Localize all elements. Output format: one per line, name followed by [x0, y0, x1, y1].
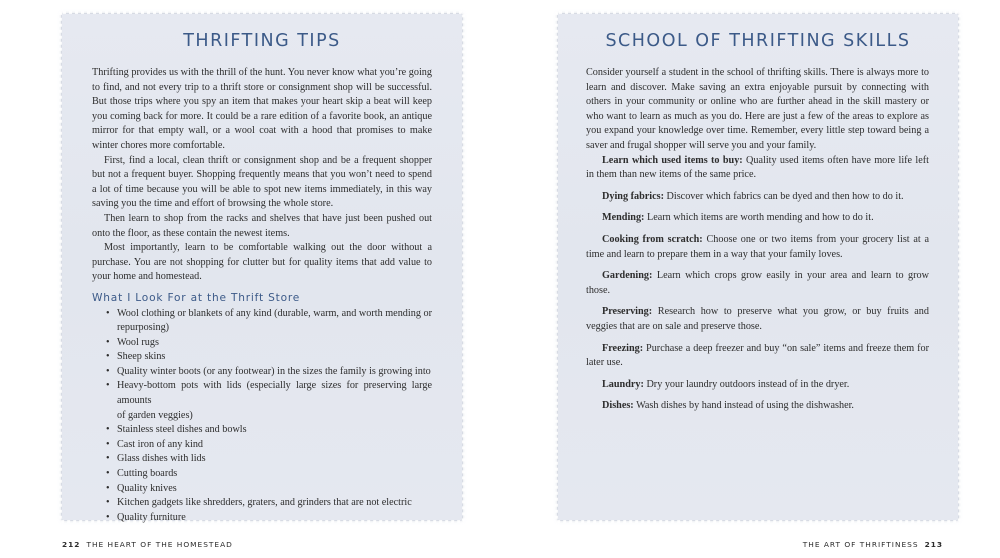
list-item: • Quality knives [106, 482, 432, 497]
list-item: • Kitchen gadgets like shredders, graters, and grinders that are not electric [106, 496, 432, 511]
list-item: • Cast iron of any kind [106, 438, 432, 453]
paragraph: Then learn to shop from the racks and shelves that have just been pushed out onto the floor, as these contain the newest items. [92, 212, 432, 239]
list-item: • Quality furniture [106, 511, 432, 526]
left-body [92, 66, 432, 525]
skill-label: Laundry: [602, 378, 644, 390]
skill-label: Learn which used items to buy: [602, 154, 743, 166]
skill-item [586, 378, 929, 393]
skill-text: Learn which crops grow easily in your area and learn to grow those. [586, 270, 929, 296]
list-item: • Wool clothing or blankets of any kind (durable, warm, and worth mending or repurposing) [106, 307, 432, 336]
skill-label: Gardening: [602, 270, 653, 282]
intro-paragraph: Consider yourself a student in the school of thrifting skills. There is always more to learn and discover. Make saving an extra enjoyable pursuit by connecting with others in your community or online who are further ahead in the skill mastery or who want to learn as much as you do. Here are just a few of the areas to explore as you expand your knowledge over time. Remember, every little step toward being a saver and frugal shopper will serve you and your family. [586, 67, 929, 151]
page-number: 213 [924, 540, 943, 549]
page-footer [803, 540, 943, 549]
list-item: • Wool rugs [106, 336, 432, 351]
skill-label: Freezing: [602, 342, 644, 354]
right-content-card [558, 14, 958, 520]
list-item: • Sheep skins [106, 350, 432, 365]
paragraph: First, find a local, clean thrift or consignment shop and be a frequent shopper but not a frequent buyer. Shopping frequently means that you won’t need to spend a lot of time because you will be able to spot new items immediately, in this way saving you the time and effort of browsing the whole store. [92, 154, 432, 210]
skill-item [586, 269, 929, 298]
skill-item [586, 305, 929, 334]
list-item: • Heavy-bottom pots with lids (especially large sizes for preserving large amounts of garden veggies) [106, 379, 432, 423]
left-content-card [62, 14, 462, 523]
skill-label: Mending: [602, 212, 645, 224]
running-footer: THE ART OF THRIFTINESS [802, 540, 919, 549]
skill-item [586, 399, 929, 414]
skill-label: Dishes: [602, 400, 634, 412]
running-footer: THE HEART OF THE HOMESTEAD [86, 540, 233, 549]
page-title: SCHOOL OF THRIFTING SKILLS [605, 31, 911, 51]
skill-item [586, 190, 929, 205]
skill-label: Preserving: [602, 306, 653, 318]
skill-text: Quality used items often have more life left in them than new items of the same price. [586, 154, 929, 181]
skill-item [586, 154, 929, 183]
skill-text: Wash dishes by hand instead of using the dishwasher. [633, 400, 854, 412]
skill-text: Choose one or two items from your grocery list at a time and learn to prepare them in a way that your family loves. [586, 233, 930, 260]
right-page [500, 0, 1000, 558]
paragraph: Most importantly, learn to be comfortable walking out the door without a purchase. You are not shopping for clutter but for quality items that add value to your home and homestead. [92, 242, 432, 283]
page-footer [62, 540, 233, 549]
skill-item [586, 233, 929, 262]
skill-label: Dying fabrics: [602, 190, 664, 202]
list-item: • Glass dishes with lids [106, 452, 432, 467]
list-item-continuation: of garden veggies) [117, 409, 193, 421]
list-item: • Stainless steel dishes and bowls [106, 423, 432, 438]
bullet-list [92, 307, 432, 526]
list-item: • Cutting boards [106, 467, 432, 482]
section-subheading: What I Look For at the Thrift Store [92, 291, 301, 304]
skill-label: Cooking from scratch: [602, 233, 703, 245]
skill-text: Research how to preserve what you grow, or buy fruits and veggies that are on sale and preserve those. [586, 306, 929, 332]
skill-text: Purchase a deep freezer and buy “on sale” items and freeze them for later use. [586, 342, 929, 369]
skill-text: Dry your laundry outdoors instead of in the dryer. [643, 378, 850, 390]
right-body [586, 66, 929, 414]
skill-item [586, 211, 929, 226]
page-title: THRIFTING TIPS [183, 31, 341, 51]
page-number: 212 [62, 540, 81, 549]
skill-text: Discover which fabrics can be dyed and then how to do it. [663, 190, 904, 202]
list-item: • Quality winter boots (or any footwear) in the sizes the family is growing into [106, 365, 432, 380]
skill-item [586, 342, 929, 371]
paragraph: Thrifting provides us with the thrill of the hunt. You never know what you’re going to find, and not every trip to a thrift store or consignment shop will be successful. But those trips where you spy an item that makes your heart skip a beat will keep you coming back for more. It could be a rare edition of a favorite book, an antique mirror for that empty wall, or a wool coat with a hood that promises to make winter chores more comfortable. [92, 67, 432, 151]
skill-text: Learn which items are worth mending and how to do it. [644, 212, 874, 224]
